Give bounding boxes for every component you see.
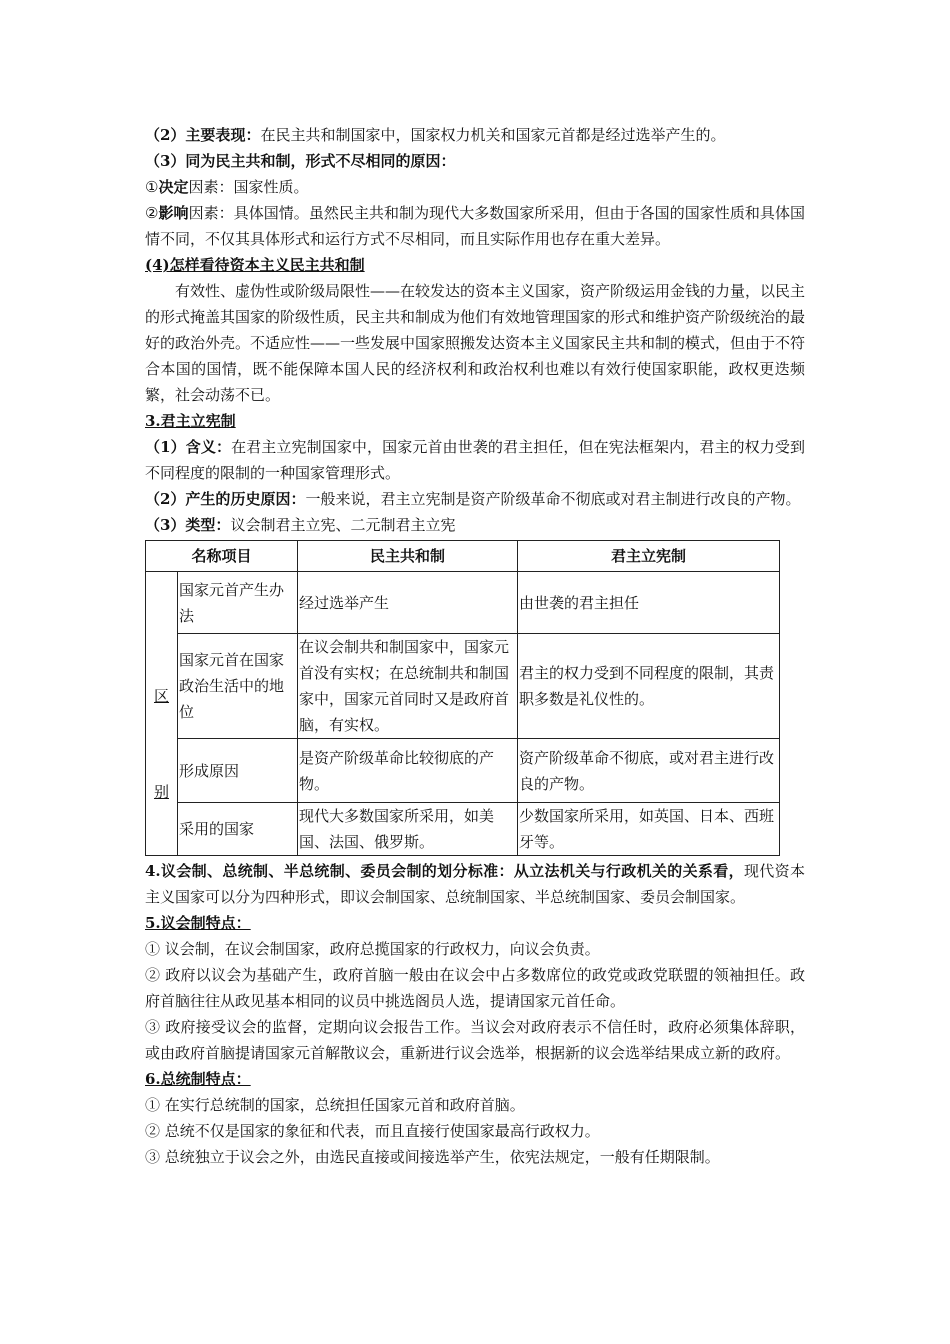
constitutional-monarchy-heading: 3.君主立宪制 — [145, 412, 236, 430]
difference-side-label — [146, 572, 178, 856]
monarchy-type-line — [145, 512, 805, 538]
main-manifestation-label: （2）主要表现： — [145, 126, 261, 144]
monarchy-origin-text: 一般来说，君主立宪制是资产阶级革命不彻底或对君主制进行改良的产物。 — [305, 490, 801, 508]
comparison-table — [145, 540, 780, 856]
form-difference-heading: （3）同为民主共和制，形式不尽相同的原因： — [145, 152, 456, 170]
decisive-factor-line — [145, 174, 805, 200]
capitalist-republic-heading: (4)怎样看待资本主义民主共和制 — [145, 256, 365, 274]
row-monarchy-cell: 资产阶级革命不彻底，或对君主进行改良的产物。 — [518, 739, 780, 803]
row-item-cell: 国家元首产生办法 — [178, 572, 298, 634]
row-republic-cell: 是资产阶级革命比较彻底的产物。 — [298, 739, 518, 803]
monarchy-meaning-paragraph — [145, 434, 805, 486]
parliamentary-heading: 5.议会制特点： — [145, 914, 251, 932]
row-item-cell: 形成原因 — [178, 739, 298, 803]
influence-factor-paragraph — [145, 200, 805, 252]
header-monarchy: 君主立宪制 — [518, 541, 780, 572]
monarchy-meaning-label: （1）含义： — [145, 438, 232, 456]
parliamentary-point-2: ② 政府以议会为基础产生，政府首脑一般由在议会中占多数席位的政党或政党联盟的领袖担任。政府首脑往往从政见基本相同的议员中挑选阁员人选，提请国家元首任命。 — [145, 966, 805, 1010]
presidential-heading: 6.总统制特点： — [145, 1070, 251, 1088]
influence-factor-prefix: ② — [145, 204, 159, 222]
row-republic-cell: 经过选举产生 — [298, 572, 518, 634]
document-page — [145, 122, 805, 1170]
monarchy-type-text: 议会制君主立宪、二元制君主立宪 — [230, 516, 456, 534]
influence-factor-bold: 影响 — [158, 204, 189, 222]
influence-factor-text: 因素：具体国情。虽然民主共和制为现代大多数国家所采用，但由于各国的国家性质和具体国情不同，不仅其具体形式和运行方式不尽相同，而且实际作用也存在重大差异。 — [145, 204, 805, 248]
decisive-factor-prefix: ① — [145, 178, 159, 196]
row-monarchy-cell: 少数国家所采用，如英国、日本、西班牙等。 — [518, 803, 780, 856]
row-republic-cell: 在议会制共和制国家中，国家元首没有实权；在总统制共和制国家中，国家元首同时又是政府首脑，有实权。 — [298, 634, 518, 739]
presidential-point-2: ② 总统不仅是国家的象征和代表，而且直接行使国家最高行政权力。 — [145, 1122, 600, 1140]
row-item-cell: 采用的国家 — [178, 803, 298, 856]
table-row — [146, 739, 780, 803]
table-row — [146, 634, 780, 739]
monarchy-meaning-text: 在君主立宪制国家中，国家元首由世袭的君主担任，但在宪法框架内，君主的权力受到不同程度的限制的一种国家管理形式。 — [145, 438, 805, 482]
parliamentary-point-3: ③ 政府接受议会的监督，定期向议会报告工作。当议会对政府表示不信任时，政府必须集体辞职，或由政府首脑提请国家元首解散议会，重新进行议会选举，根据新的议会选举结果成立新的政府。 — [145, 1018, 805, 1062]
capitalist-republic-paragraph: 有效性、虚伪性或阶级局限性——在较发达的资本主义国家，资产阶级运用金钱的力量，以民主的形式掩盖其国家的阶级性质，民主共和制成为他们有效地管理国家的形式和维护资产阶级统治的最好的政治外壳。不适应性——一些发展中国家照搬发达资本主义国家民主共和制的模式，但由于不符合本国的国情，既不能保障本国人民的经济权利和政治权利也难以有效行使国家职能，政权更迭频繁，社会动荡不已。 — [145, 282, 806, 404]
row-monarchy-cell: 君主的权力受到不同程度的限制，其责职多数是礼仪性的。 — [518, 634, 780, 739]
presidential-point-3: ③ 总统独立于议会之外，由选民直接或间接选举产生，依宪法规定，一般有任期限制。 — [145, 1148, 720, 1166]
header-item: 名称项目 — [146, 541, 298, 572]
table-row — [146, 572, 780, 634]
classification-bold: 4.议会制、总统制、半总统制、委员会制的划分标准：从立法机关与行政机关的关系看， — [145, 862, 744, 880]
table-header-row — [146, 541, 780, 572]
decisive-factor-text: 因素：国家性质。 — [188, 178, 309, 196]
row-republic-cell: 现代大多数国家所采用，如美国、法国、俄罗斯。 — [298, 803, 518, 856]
monarchy-origin-label: （2）产生的历史原因： — [145, 490, 306, 508]
row-item-cell: 国家元首在国家政治生活中的地位 — [178, 634, 298, 739]
parliamentary-point-1: ① 议会制，在议会制国家，政府总揽国家的行政权力，向议会负责。 — [145, 940, 600, 958]
header-republic: 民主共和制 — [298, 541, 518, 572]
side-label-top: 区 — [153, 686, 169, 705]
table-row — [146, 803, 780, 856]
side-label-bottom: 别 — [153, 782, 169, 801]
presidential-point-1: ① 在实行总统制的国家，总统担任国家元首和政府首脑。 — [145, 1096, 525, 1114]
main-manifestation-text: 在民主共和制国家中，国家权力机关和国家元首都是经过选举产生的。 — [260, 126, 726, 144]
classification-text: 现代资本主义国家可以分为四种形式，即议会制国家、总统制国家、半总统制国家、委员会制国家。 — [145, 862, 805, 906]
monarchy-origin-paragraph — [145, 486, 805, 512]
decisive-factor-bold: 决定 — [158, 178, 189, 196]
monarchy-type-label: （3）类型： — [145, 516, 231, 534]
main-manifestation-line — [145, 122, 805, 148]
classification-paragraph — [145, 858, 805, 910]
row-monarchy-cell: 由世袭的君主担任 — [518, 572, 780, 634]
